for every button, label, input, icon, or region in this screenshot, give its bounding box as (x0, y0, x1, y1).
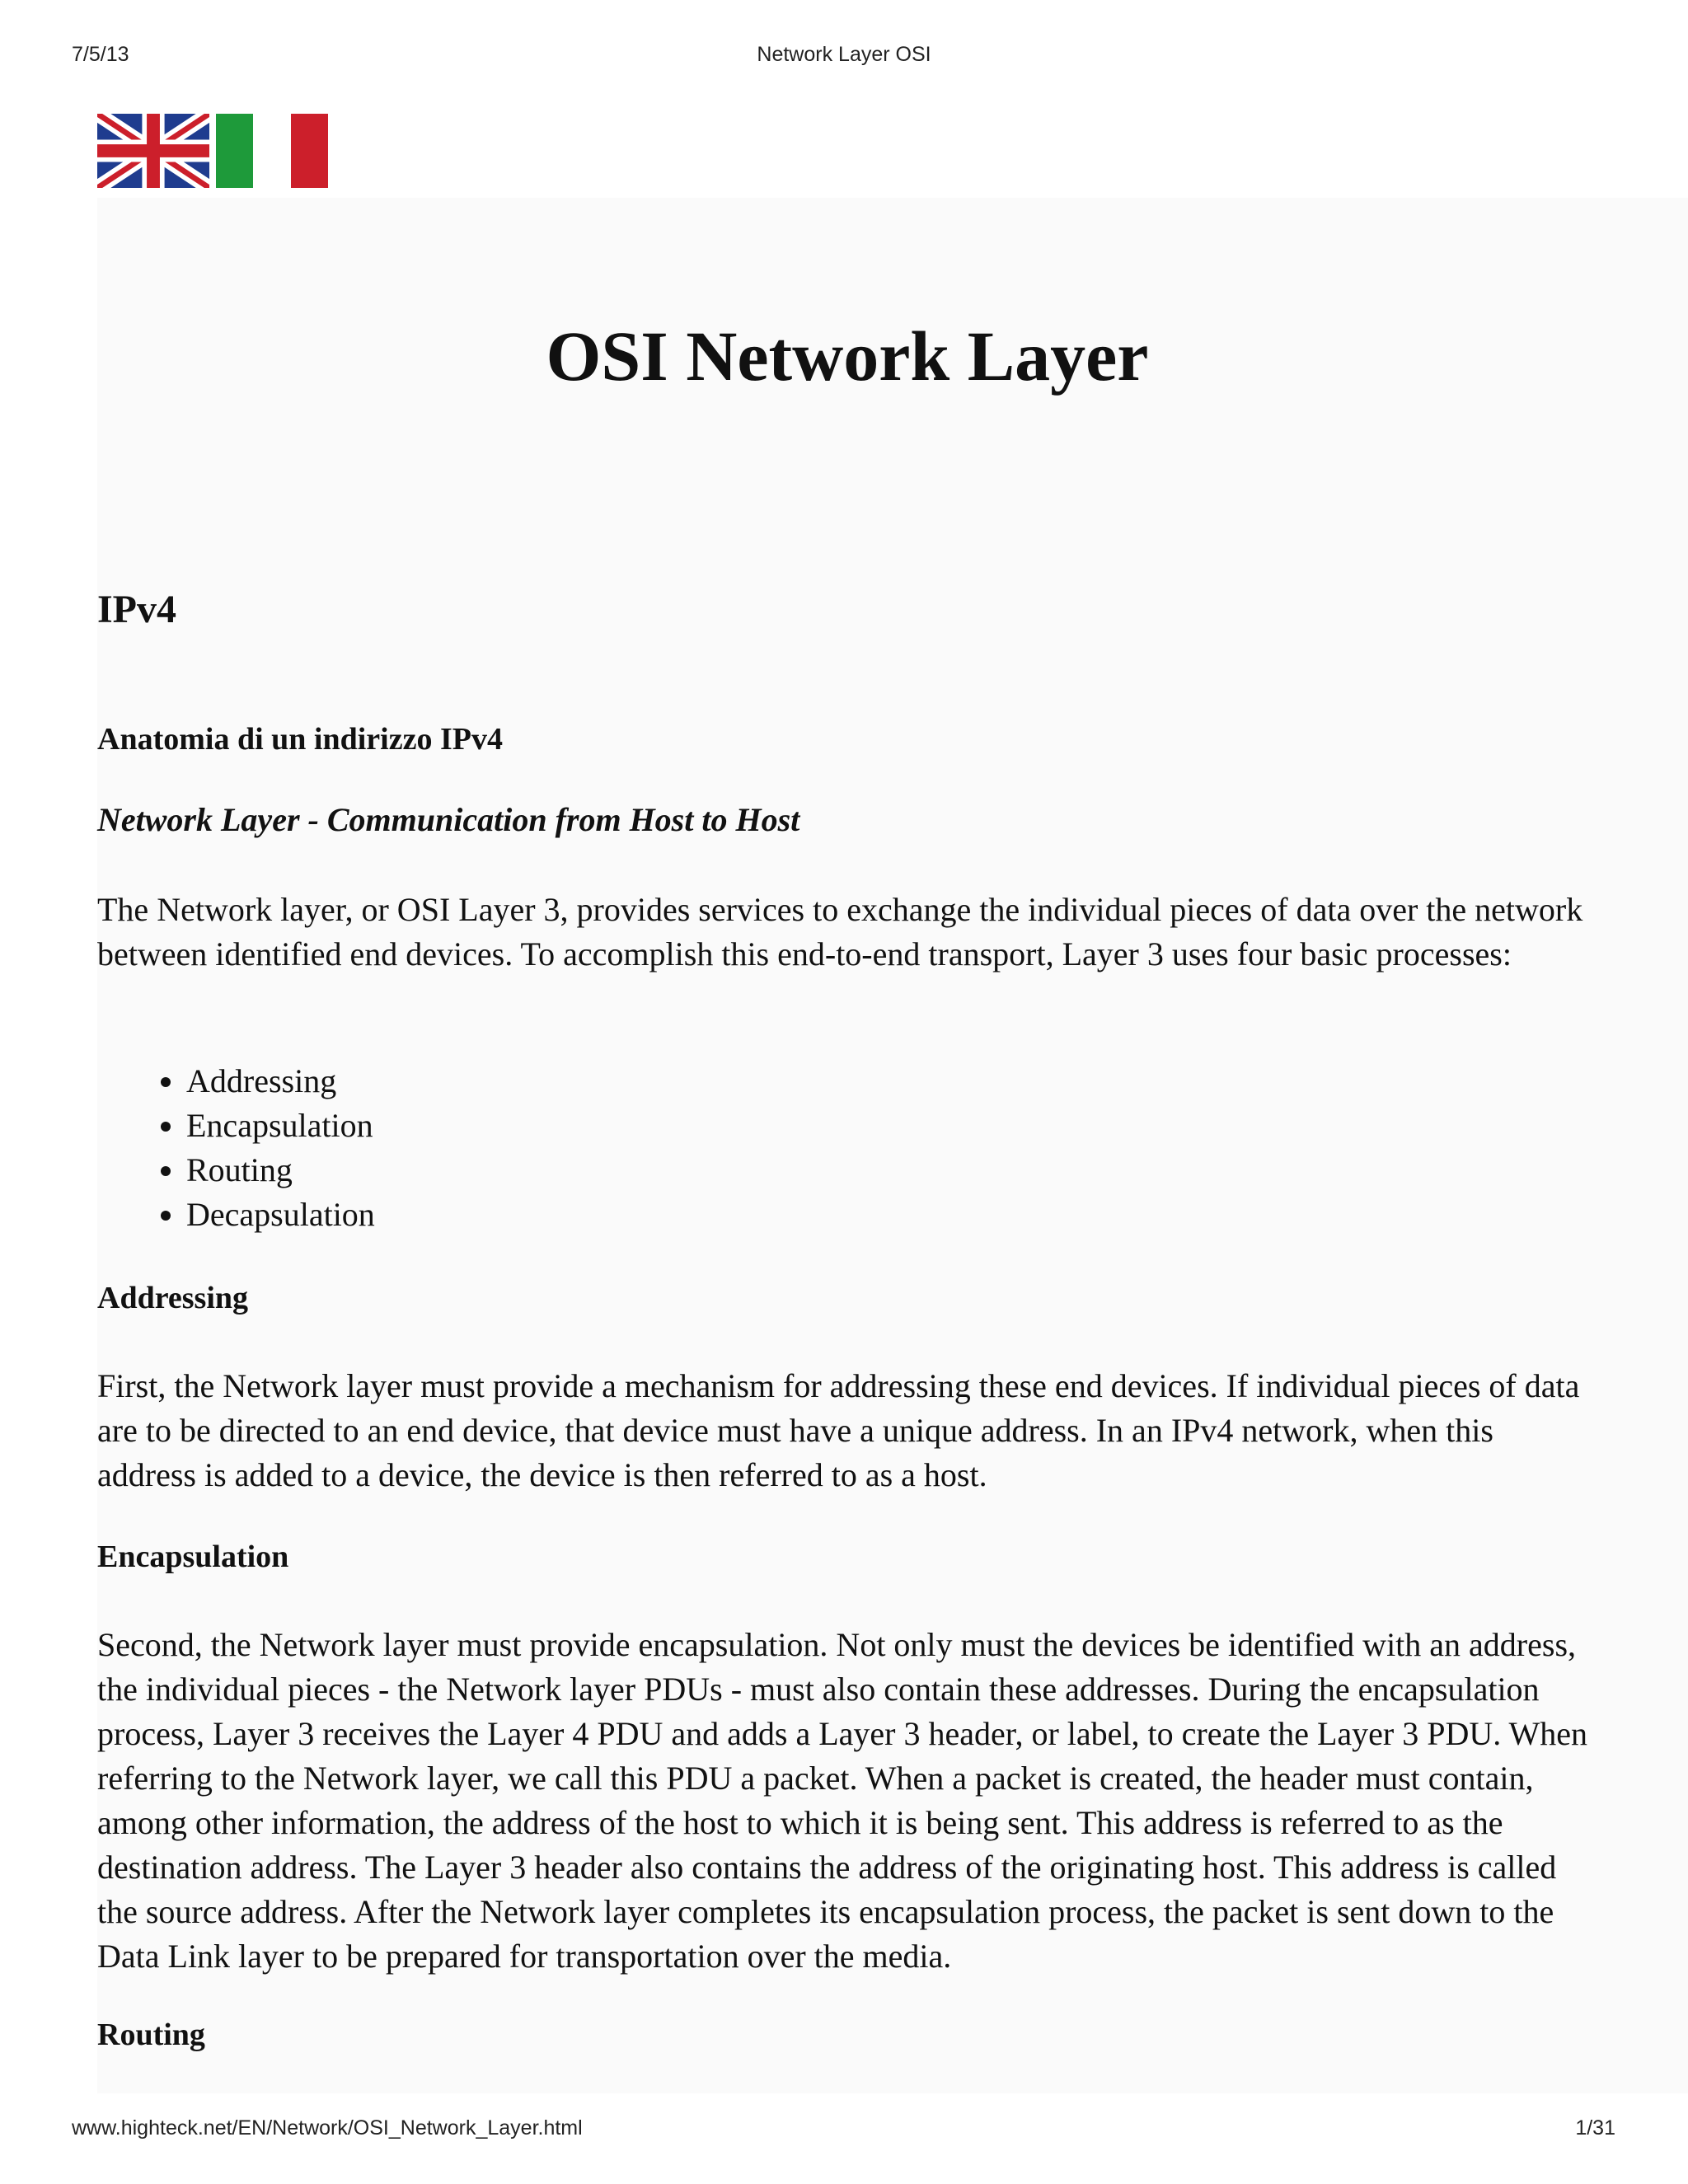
process-list (97, 1059, 1686, 1237)
list-item: • Addressing (186, 1059, 1686, 1104)
print-title: Network Layer OSI (757, 43, 931, 66)
list-item: • Routing (186, 1148, 1686, 1193)
article-content (97, 316, 1597, 2052)
italy-flag-icon[interactable] (216, 114, 328, 188)
page-title: OSI Network Layer (546, 316, 1149, 396)
print-footer (0, 2116, 1688, 2143)
intro-paragraph: The Network layer, or OSI Layer 3, provides services to exchange the individual pieces of data over the network between identified end devices. To accomplish this end-to-end transport, Layer 3 uses four basic processes: (97, 891, 1583, 972)
subheading-anatomia: Anatomia di un indirizzo IPv4 (97, 722, 503, 757)
print-date: 7/5/13 (72, 43, 129, 66)
addressing-paragraph: First, the Network layer must provide a mechanism for addressing these end devices. If individual pieces of data are to be directed to an end device, that device must have a unique address. In an IPv4 network, when this address is added to a device, the device is then referred to as a host. (97, 1367, 1580, 1493)
heading-routing: Routing (97, 2018, 205, 2052)
footer-url: www.highteck.net/EN/Network/OSI_Network_Layer.html (72, 2116, 583, 2139)
list-item: • Encapsulation (186, 1104, 1686, 1148)
list-item: • Decapsulation (186, 1193, 1686, 1237)
encapsulation-paragraph: Second, the Network layer must provide encapsulation. Not only must the devices be identified with an address, the individual pieces - the Network layer PDUs - must also contain these addresses. During the encapsulation process, Layer 3 receives the Layer 4 PDU and adds a Layer 3 header, or label, to create the Layer 3 PDU. When referring to the Network layer, we call this PDU a packet. When a packet is created, the header must contain, among other information, the address of the host to which it is being sent. This address is referred to as the destination address. The Layer 3 header also contains the address of the originating host. This address is called the source address. After the Network layer completes its encapsulation process, the packet is sent down to the Data Link layer to be prepared for transportation over the media. (97, 1626, 1588, 1975)
heading-addressing: Addressing (97, 1281, 249, 1315)
heading-encapsulation: Encapsulation (97, 1540, 289, 1574)
section-heading-ipv4: IPv4 (97, 588, 176, 631)
italic-heading: Network Layer - Communication from Host to Host (97, 801, 800, 838)
print-header (0, 43, 1688, 69)
page-number: 1/31 (1575, 2116, 1615, 2139)
uk-flag-icon[interactable] (97, 114, 209, 188)
